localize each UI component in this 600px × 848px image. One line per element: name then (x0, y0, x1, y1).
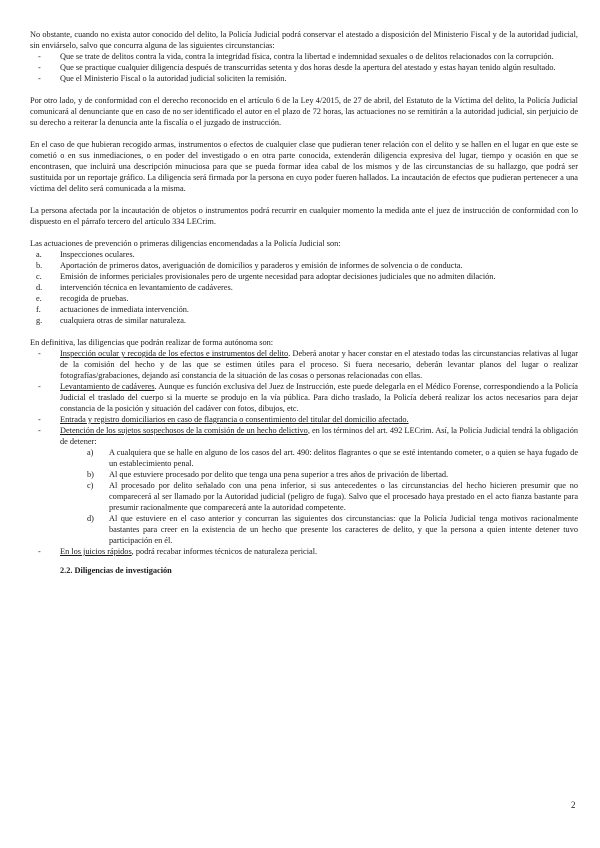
paragraph-no-obstante: No obstante, cuando no exista autor conocido del delito, la Policía Judicial podrá conservar el atestado a disposición del Ministerio Fiscal y de la autoridad judicial, sin enviárselo, salvo que concurra alguna de las siguientes circunstancias: (30, 30, 578, 50)
list-marker: c) (87, 481, 94, 490)
list-text: Al que estuviere en el caso anterior y concurran las siguientes dos circunstancias: que la Policía Judicial tenga motivos racionalmente bastantes para creer en la existencia de un hecho que presente los caracteres de delito, y que la persona a quien intente detener tuvo participación en él. (109, 514, 578, 545)
underlined-term: En los juicios rápidos (60, 547, 132, 556)
list-marker: a. (36, 250, 42, 259)
list-text: Al procesado por delito señalado con una pena inferior, si sus antecedentes o las circunstancias del hecho hicieren presumir que no comparecerá al ser llamado por la Autoridad judicial (peligro de fuga). Salvo que el procesado haya prestado en el acto fianza bastante para presumir racionalmente que comparecerá ante la autoridad competente. (109, 481, 578, 512)
underlined-term: Levantamiento de cadáveres (60, 382, 155, 391)
list-item (30, 293, 578, 304)
list-item (30, 315, 578, 326)
underlined-term: Detención de los sujetos sospechosos de la comisión de un hecho delictivo (60, 426, 308, 435)
list-item: - Que se practique cualquier diligencia después de transcurridas setenta y dos horas desde la apertura del atestado y estas hayan tenido algún resultado. (30, 62, 578, 73)
list-item (30, 249, 578, 260)
list-marker: b. (36, 261, 43, 270)
section-heading: 2.2. Diligencias de investigación (60, 566, 172, 575)
sublist-item (60, 447, 578, 469)
list-text: Inspecciones oculares. (60, 250, 135, 259)
list-text: . Aunque es función exclusiva del Juez de Instrucción, este puede delegarla en el Médico Forense, correspondiendo a la Policía Judicial el traslado del cuerpo si la muerte se produjo en la vía pública. Para dicho traslado, la Policía deberá realizar los actos necesarios para dejar constancia de la posición y situación del cadáver con fotos, dibujos, etc. (60, 382, 578, 413)
paragraph-armas-efectos: En el caso de que hubieran recogido armas, instrumentos o efectos de cualquier clase que pudieran tener relación con el delito y se hallen en el lugar en que este se cometió o en sus inmediaciones, o en poder del investigado o en otra parte conocida, extenderán diligencia expresiva del lugar, tiempo y ocasión en que se encontrasen, que incluirá una descripción minuciosa para que se pueda formar idea cabal de los mismos y de las circunstancias de su hallazgo, que podrá ser sustituida por un reportaje gráfico. La diligencia será firmada por la persona en cuyo poder fueren hallados. La incautación de efectos que pudieran pertenecer a una víctima del delito será comunicada a la misma. (30, 140, 578, 193)
paragraph-incautacion: La persona afectada por la incautación de objetos o instrumentos podrá recurrir en cualquier momento la medida ante el juez de instrucción de conformidad con lo dispuesto en el párrafo tercero del artículo 334 LECrim. (30, 206, 578, 226)
list-item (30, 282, 578, 293)
sublist-item (60, 513, 578, 546)
list-item: - Que se trate de delitos contra la vida, contra la integridad física, contra la libertad e indemnidad sexuales o de delitos relacionados con la corrupción. (30, 51, 578, 62)
list-text: , podrá recabar informes técnicos de naturaleza pericial. (131, 547, 318, 556)
paragraph-diligencias-intro: En definitiva, las diligencias que podrán realizar de forma autónoma son: (30, 338, 274, 347)
list-item (30, 348, 578, 381)
paragraph-actuaciones-intro: Las actuaciones de prevención o primeras diligencias encomendadas a la Policía Judicial son: (30, 239, 341, 248)
list-text: Emisión de informes periciales provisionales pero de urgente necesidad para adoptar decisiones judiciales que no admiten dilación. (60, 272, 496, 281)
paragraph-estatuto-victima: Por otro lado, y de conformidad con el derecho reconocido en el artículo 6 de la Ley 4/2015, de 27 de abril, del Estatuto de la Víctima del delito, la Policía Judicial comunicará al denunciante que en caso de no ser identificado el autor en el plazo de 72 horas, las actuaciones no se remitirán a la autoridad judicial, sin perjuicio de su derecho a reiterar la denuncia ante la fiscalía o el juzgado de instrucción. (30, 96, 578, 127)
list-marker: c. (36, 272, 42, 281)
list-item (30, 414, 578, 425)
actuaciones-list (30, 249, 578, 326)
list-item (30, 304, 578, 315)
list-text: , en los términos del art. 492 LECrim. Así, la Policía Judicial tendrá la obligación de detener: (60, 426, 578, 446)
diligencias-list (30, 348, 578, 557)
list-text: recogida de pruebas. (60, 294, 129, 303)
circumstances-list (30, 51, 578, 84)
underlined-term: Inspección ocular y recogida de los efectos e instrumentos del delito (60, 349, 289, 358)
list-text: actuaciones de inmediata intervención. (60, 305, 190, 314)
list-item (30, 425, 578, 546)
list-marker: b) (87, 470, 94, 479)
sublist-item (60, 469, 578, 480)
list-text: intervención técnica en levantamiento de cadáveres. (60, 283, 233, 292)
detencion-sublist (60, 447, 578, 546)
list-text: Al que estuviere procesado por delito que tenga una pena superior a tres años de privación de libertad. (109, 470, 449, 479)
list-marker: a) (87, 448, 94, 457)
sublist-item (60, 480, 578, 513)
list-text: Aportación de primeros datos, averiguación de domicilios y paraderos y emisión de informes de solvencia o de conducta. (60, 261, 463, 270)
list-marker: g. (36, 316, 43, 325)
list-item (30, 546, 578, 557)
underlined-term: Entrada y registro domiciliarios en caso de flagrancia o consentimiento del titular del domicilio afectado. (60, 415, 409, 424)
list-marker: d. (36, 283, 43, 292)
list-text: cualquiera otras de similar naturaleza. (60, 316, 187, 325)
list-marker: f. (36, 305, 41, 314)
list-text: A cualquiera que se halle en alguno de los casos del art. 490: delitos flagrantes o que se esté intentando cometer, o a quien se haya fugado de un establecimiento penal. (109, 448, 578, 468)
page-number: 2 (571, 800, 576, 810)
list-item (30, 260, 578, 271)
list-marker: e. (36, 294, 42, 303)
list-marker: d) (87, 514, 94, 523)
document-body (30, 29, 578, 576)
list-text: . Deberá anotar y hacer constar en el atestado todas las circunstancias relativas al lugar de la comisión del hecho y de las que se estimen útiles para el proceso. Si fuera necesario, deberán levantar planos del lugar o realizar fotografías/grabaciones, dejando así constancia de la situación de las cosas o personas relacionadas con ellas. (60, 349, 578, 380)
list-item: - Que el Ministerio Fiscal o la autoridad judicial soliciten la remisión. (30, 73, 578, 84)
list-item (30, 381, 578, 414)
list-item (30, 271, 578, 282)
